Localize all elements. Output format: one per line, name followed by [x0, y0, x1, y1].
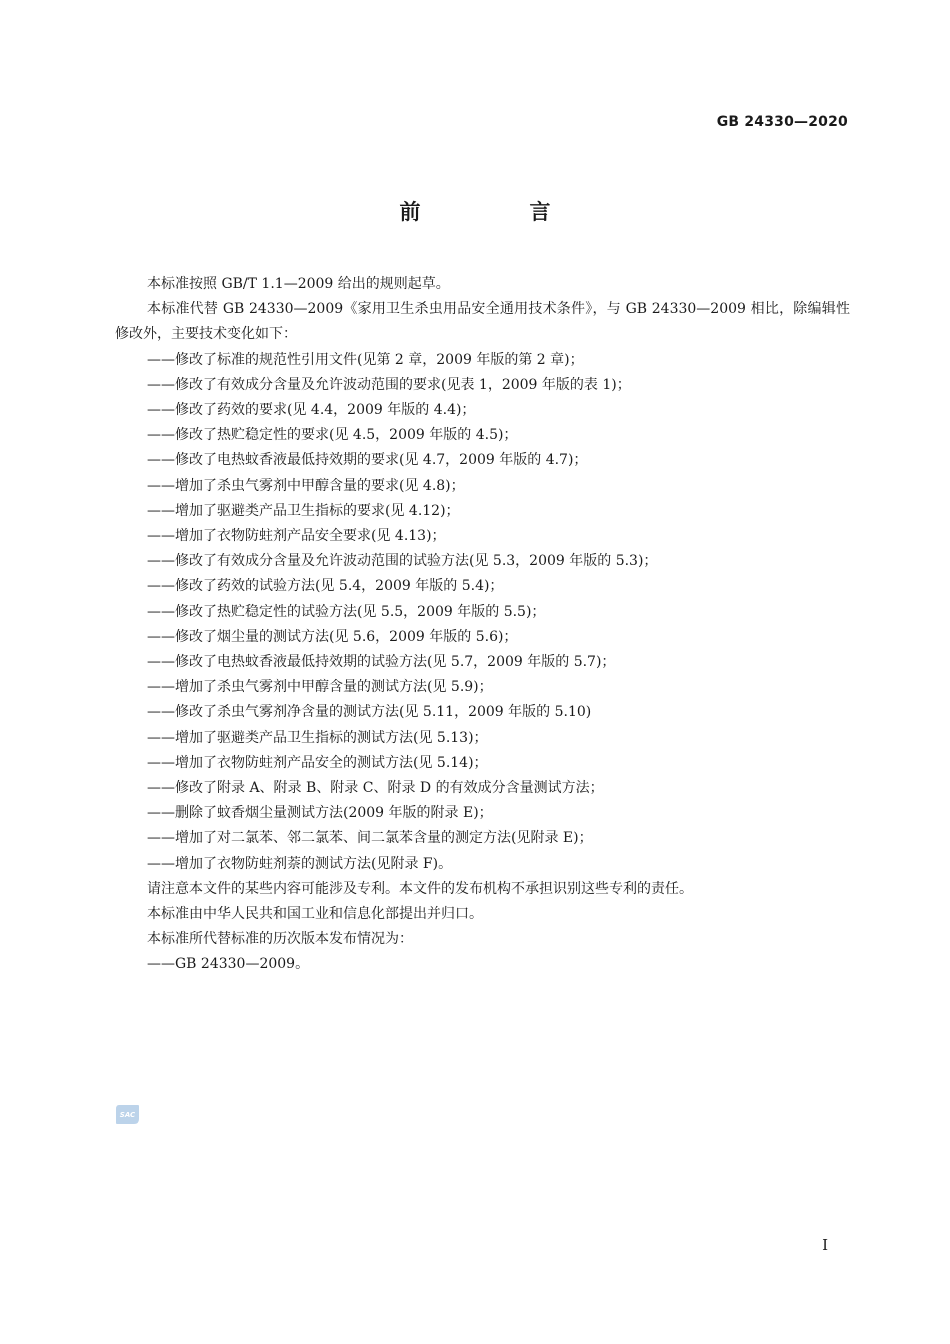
document-body — [115, 272, 850, 978]
list-item: ——修改了电热蚊香液最低持效期的试验方法(见 5.7，2009 年版的 5.7)； — [147, 654, 616, 671]
intro-paragraph: 本标准按照 GB/T 1.1—2009 给出的规则起草。 — [147, 276, 450, 292]
list-item: ——修改了有效成分含量及允许波动范围的试验方法(见 5.3，2009 年版的 5.3)； — [147, 553, 658, 570]
list-item: ——修改了电热蚊香液最低持效期的要求(见 4.7，2009 年版的 4.7)； — [147, 452, 588, 469]
list-item: ——增加了衣物防蛀剂萘的测试方法(见附录 F)。 — [147, 855, 453, 872]
list-item: ——增加了衣物防蛀剂产品安全的测试方法(见 5.14)； — [147, 754, 488, 771]
list-item: ——删除了蚊香烟尘量测试方法(2009 年版的附录 E)； — [147, 805, 493, 822]
list-item: ——GB 24330—2009。 — [147, 956, 310, 973]
list-item: ——增加了衣物防蛀剂产品安全要求(见 4.13)； — [147, 528, 446, 545]
list-item: ——增加了驱避类产品卫生指标的要求(见 4.12)； — [147, 502, 460, 519]
list-item: ——修改了热贮稳定性的试验方法(见 5.5，2009 年版的 5.5)； — [147, 603, 546, 620]
list-item: ——修改了有效成分含量及允许波动范围的要求(见表 1，2009 年版的表 1)； — [147, 376, 631, 393]
list-item: ——增加了驱避类产品卫生指标的测试方法(见 5.13)； — [147, 729, 488, 746]
version-history-heading: 本标准所代替标准的历次版本发布情况为： — [147, 931, 413, 948]
list-item: ——增加了对二氯苯、邻二氯苯、间二氯苯含量的测定方法(见附录 E)； — [147, 830, 593, 847]
intro-paragraph: 本标准代替 GB 24330—2009《家用卫生杀虫用品安全通用技术条件》，与 GB 24330—2009 相比，除编辑性修改外，主要技术变化如下： — [115, 301, 850, 343]
list-item: ——修改了药效的要求(见 4.4，2009 年版的 4.4)； — [147, 402, 476, 419]
list-item: ——修改了杀虫气雾剂净含量的测试方法(见 5.11，2009 年版的 5.10) — [147, 704, 592, 721]
list-item: ——修改了药效的试验方法(见 5.4，2009 年版的 5.4)； — [147, 578, 504, 595]
page-number: I — [822, 1236, 828, 1254]
technical-changes-list — [115, 348, 850, 877]
page-title: 前 言 — [399, 200, 595, 224]
sac-logo-text: SAC — [119, 1111, 136, 1119]
list-item: ——增加了杀虫气雾剂中甲醇含量的测试方法(见 5.9)； — [147, 679, 493, 696]
standard-number: GB 24330—2020 — [716, 114, 848, 130]
sac-logo-icon — [115, 1103, 140, 1125]
list-item: ——修改了标准的规范性引用文件(见第 2 章，2009 年版的第 2 章)； — [147, 351, 584, 368]
sac-watermark-logo — [115, 1103, 140, 1125]
proposer-statement: 本标准由中华人民共和国工业和信息化部提出并归口。 — [147, 906, 483, 923]
previous-versions-list — [115, 952, 850, 977]
patent-notice: 请注意本文件的某些内容可能涉及专利。本文件的发布机构不承担识别这些专利的责任。 — [147, 880, 693, 897]
list-item: ——修改了热贮稳定性的要求(见 4.5，2009 年版的 4.5)； — [147, 427, 518, 444]
list-item: ——增加了杀虫气雾剂中甲醇含量的要求(见 4.8)； — [147, 477, 465, 494]
list-item: ——修改了附录 A、附录 B、附录 C、附录 D 的有效成分含量测试方法； — [147, 780, 604, 797]
list-item: ——修改了烟尘量的测试方法(见 5.6，2009 年版的 5.6)； — [147, 628, 518, 645]
